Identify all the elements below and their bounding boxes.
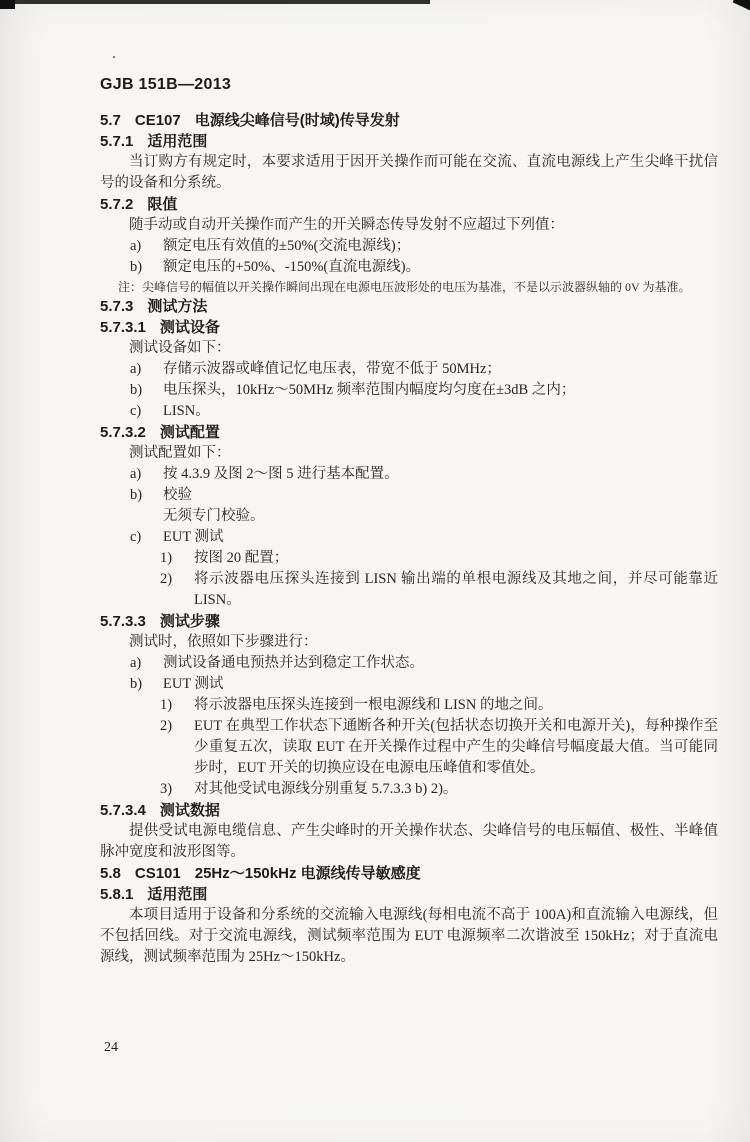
heading-5-7-3-3	[100, 611, 718, 632]
scan-artifact-top-right-blot	[733, 0, 750, 11]
list-text: EUT 测试	[163, 529, 224, 545]
list-text: 测试设备通电预热并达到稳定工作状态。	[163, 655, 424, 671]
paragraph: 测试时，依照如下步骤进行：	[129, 634, 318, 650]
sublist-item-1	[160, 548, 718, 569]
list-marker: 2)	[160, 571, 173, 587]
list-marker: 2)	[160, 718, 173, 734]
list-marker: b)	[130, 382, 143, 398]
section-title: 限值	[147, 196, 178, 213]
list-marker: a)	[130, 655, 142, 671]
list-item-a	[130, 653, 718, 674]
section-title: 测试方法	[147, 298, 208, 315]
section-title: 电源线尖峰信号(时域)传导发射	[194, 112, 400, 129]
list-item-b	[130, 380, 718, 401]
section-number: 5.8.1	[100, 886, 134, 903]
heading-5-7	[100, 110, 718, 131]
paragraph: 随手动或自动开关操作而产生的开关瞬态传导发射不应超过下列值：	[129, 217, 564, 233]
list-text: 按图 20 配置；	[194, 550, 289, 566]
list-item-b	[130, 674, 718, 695]
sublist-item-1	[160, 695, 718, 716]
scan-artifact-top-left-blot	[0, 0, 15, 9]
page-number: 24	[104, 1040, 118, 1055]
list-text: EUT 测试	[163, 676, 224, 692]
paragraph: 测试设备如下：	[129, 340, 231, 356]
list-text: 对其他受试电源线分别重复 5.7.3.3 b) 2)。	[194, 781, 458, 797]
list-text: 将示波器电压探头连接到一根电源线和 LISN 的地之间。	[194, 697, 553, 713]
section-number: 5.7	[100, 112, 121, 129]
list-marker: a)	[130, 361, 142, 377]
section-title: 测试步骤	[159, 613, 220, 630]
list-item-c	[130, 527, 718, 548]
list-continuation: 无须专门校验。	[163, 508, 265, 524]
list-text: 校验	[163, 487, 192, 503]
test-code: CS101	[134, 865, 181, 882]
list-text: 额定电压的+50%、-150%(直流电源线)。	[163, 259, 421, 275]
note-text: 尖峰信号的幅值以开关操作瞬间出现在电源电压波形处的电压为基准，不是以示波器纵轴的 0V 为基准。	[142, 280, 691, 294]
section-number: 5.8	[100, 865, 121, 882]
section-title: 测试数据	[159, 802, 220, 819]
section-number: 5.7.3.3	[100, 613, 146, 630]
section-number: 5.7.1	[100, 133, 134, 150]
document-body	[100, 110, 718, 968]
section-title: 适用范围	[147, 886, 208, 903]
scan-artifact-speck	[113, 56, 115, 58]
paragraph: 本项目适用于设备和分系统的交流输入电源线(每相电流不高于 100A)和直流输入电源线，但不包括回线。对于交流电源线，测试频率范围为 EUT 电源频率二次谐波至 150kHz；对于直流电源线，测试频率范围为 25Hz～150kHz。	[100, 907, 718, 965]
list-marker: a)	[130, 466, 142, 482]
list-item-a	[130, 464, 718, 485]
list-text: 将示波器电压探头连接到 LISN 输出端的单根电源线及其地之间，并尽可能靠近 LISN。	[194, 571, 718, 608]
list-item-b	[130, 257, 718, 278]
list-marker: 1)	[160, 550, 173, 566]
section-number: 5.7.3.4	[100, 802, 146, 819]
list-marker: 1)	[160, 697, 173, 713]
note	[118, 278, 718, 296]
list-marker: b)	[130, 487, 143, 503]
paragraph: 测试配置如下：	[129, 445, 231, 461]
list-marker: c)	[130, 403, 142, 419]
section-number: 5.7.3.2	[100, 424, 146, 441]
list-text: 按 4.3.9 及图 2～图 5 进行基本配置。	[163, 466, 399, 482]
sublist-item-3	[160, 779, 718, 800]
list-marker: c)	[130, 529, 142, 545]
section-number: 5.7.3	[100, 298, 134, 315]
list-item-a	[130, 359, 718, 380]
list-text: LISN。	[163, 403, 210, 419]
list-marker: 3)	[160, 781, 173, 797]
document-standard-number: GJB 151B—2013	[100, 76, 232, 93]
list-item-c	[130, 401, 718, 422]
list-marker: a)	[130, 238, 142, 254]
list-marker: b)	[130, 676, 143, 692]
section-title: 测试配置	[159, 424, 220, 441]
paragraph: 提供受试电源电缆信息、产生尖峰时的开关操作状态、尖峰信号的电压幅值、极性、半峰值脉冲宽度和波形图等。	[100, 823, 718, 860]
section-number: 5.7.2	[100, 196, 134, 213]
note-label: 注：	[118, 280, 143, 294]
heading-5-8-1	[100, 884, 718, 905]
section-number: 5.7.3.1	[100, 319, 146, 336]
sublist-item-2	[160, 716, 718, 779]
list-text: 电压探头，10kHz～50MHz 频率范围内幅度均匀度在±3dB 之内；	[163, 382, 576, 398]
paragraph: 当订购方有规定时，本要求适用于因开关操作而可能在交流、直流电源线上产生尖峰干扰信号的设备和分系统。	[100, 154, 718, 191]
sublist-item-2	[160, 569, 718, 611]
list-marker: b)	[130, 259, 143, 275]
section-title: 适用范围	[147, 133, 208, 150]
heading-5-7-3-4	[100, 800, 718, 821]
heading-5-8	[100, 863, 718, 884]
heading-5-7-3	[100, 296, 718, 317]
list-item-a	[130, 236, 718, 257]
heading-5-7-3-2	[100, 422, 718, 443]
section-title: 测试设备	[159, 319, 220, 336]
scan-artifact-top-strip	[0, 0, 430, 4]
list-text: 存储示波器或峰值记忆电压表，带宽不低于 50MHz；	[163, 361, 501, 377]
list-text: 额定电压有效值的±50%(交流电源线)；	[163, 238, 411, 254]
test-code: CE107	[134, 112, 181, 129]
heading-5-7-3-1	[100, 317, 718, 338]
section-title: 25Hz～150kHz 电源线传导敏感度	[194, 865, 421, 882]
list-text: EUT 在典型工作状态下通断各种开关(包括状态切换开关和电源开关)，每种操作至少重复五次，读取 EUT 在开关操作过程中产生的尖峰信号幅度最大值。当可能同步时，EUT 开关的切换应设在电源电压峰值和零值处。	[194, 718, 718, 776]
heading-5-7-1	[100, 131, 718, 152]
list-item-b	[130, 485, 718, 506]
heading-5-7-2	[100, 194, 718, 215]
